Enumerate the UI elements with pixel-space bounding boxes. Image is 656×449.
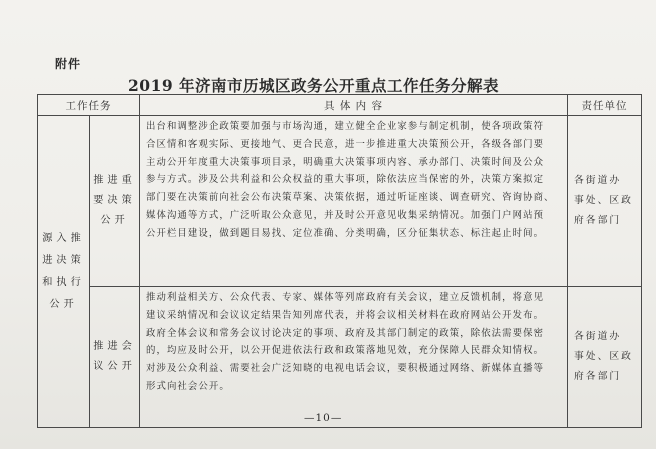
content-line: 部门要在决策前向社会公布决策草案、决策依据，通过听证座谈、调查研究、咨询协商、 (146, 192, 555, 204)
unit-cell (568, 287, 642, 428)
content-cell (140, 287, 568, 428)
subtask-line: 公开 (100, 215, 129, 226)
content-cell (140, 116, 568, 287)
unit-line: 府各部门 (574, 215, 622, 226)
header-task: 工作任务 (38, 95, 140, 116)
subtask-cell (90, 287, 140, 428)
category-line: 公开 (49, 298, 78, 310)
subtask-cell (90, 116, 140, 287)
content-line: 建议采纳情况和会议议定结果告知列席代表，并将会议相关材料在政府网站公开发布。 (146, 309, 545, 321)
content-line: 公开栏目建设，做到题目易找、定位准确、分类明确，区分征集状态、标注起止时间。 (146, 227, 545, 239)
page-number: —10— (304, 412, 343, 424)
content-line: 推动利益相关方、公众代表、专家、媒体等列席政府有关会议，建立反馈机制，将意见 (146, 292, 545, 303)
subtask-line: 议公开 (93, 361, 136, 372)
unit-line: 府各部门 (574, 371, 622, 382)
header-unit: 责任单位 (568, 95, 642, 116)
content-line: 政府全体会议和常务会议讨论决定的事项、政府及其部门制定的政策，除依法需要保密 (146, 327, 545, 339)
header-content: 具 体 内 容 (140, 95, 568, 116)
attachment-label: 附件 (55, 57, 82, 71)
unit-line: 事处、区政 (574, 351, 633, 362)
content-line: 形式向社会公开。 (146, 380, 230, 392)
document-title: 2019 年济南市历城区政务公开重点工作任务分解表 (128, 76, 500, 95)
table-row (38, 116, 642, 287)
task-table (37, 94, 642, 428)
subtask-line: 推进重 (93, 175, 136, 186)
unit-cell (568, 116, 642, 287)
unit-line: 事处、区政 (574, 195, 633, 206)
content-line: 对涉及公众利益、需要社会广泛知晓的电视电话会议，要积极通过网络、新媒体直播等 (146, 363, 545, 375)
content-line: 出台和调整涉企政策要加强与市场沟通，建立健全企业家参与制定机制，使各项政策符 (146, 121, 545, 132)
unit-line: 各街道办 (574, 331, 622, 342)
content-line: 合区情和客观实际、更接地气、更合民意，进一步推进重大决策预公开，各级各部门要 (146, 138, 545, 150)
subtask-line: 要决策 (93, 195, 136, 206)
content-line: 的，均应及时公开，以公开促进依法行政和政策落地见效，充分保障人民群众知情权。 (146, 345, 545, 357)
content-line: 参与方式。涉及公共利益和公众权益的重大事项，除依法应当保密的外，决策方案拟定 (146, 174, 545, 186)
subtask-line: 推进会 (93, 341, 136, 352)
content-line: 主动公开年度重大决策事项目录，明确重大决策事项内容、承办部门、决策时间及公众 (146, 156, 545, 168)
category-line: 源入推 (42, 232, 85, 244)
category-cell (38, 116, 90, 428)
category-line: 进决策 (42, 254, 85, 266)
category-line: 和执行 (42, 276, 85, 288)
table-header-row (38, 95, 642, 116)
unit-line: 各街道办 (574, 175, 622, 186)
content-line: 媒体沟通等方式，广泛听取公众意见，并及时公开意见收集采纳情况。加强门户网站预 (146, 209, 545, 221)
table-row (38, 287, 642, 428)
